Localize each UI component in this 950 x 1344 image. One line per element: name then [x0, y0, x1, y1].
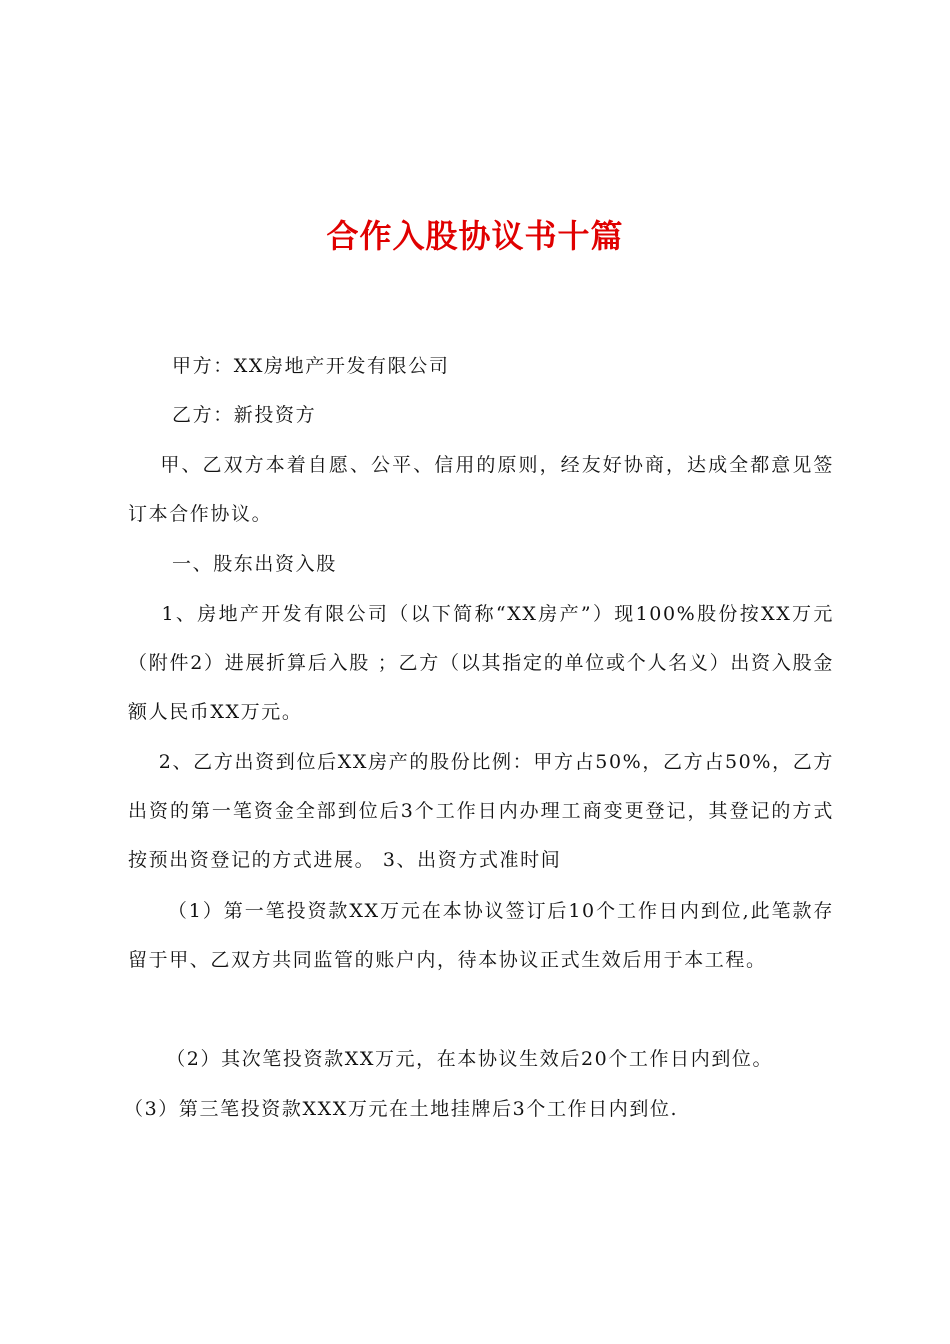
payment-item-3: （3）第三笔投资款XXX万元在土地挂牌后3个工作日内到位. [124, 1098, 679, 1120]
payment-item-2: （2）其次笔投资款XX万元，在本协议生效后20个工作日内到位。 [128, 1048, 774, 1070]
payment-item-1: （1）第一笔投资款XX万元在本协议签订后10个工作日内到位,此笔款存留于甲、乙双方共同监管的账户内，待本协议正式生效后用于本工程。 [128, 900, 834, 971]
party-a: 甲方：XX房地产开发有限公司 [172, 355, 450, 377]
party-b: 乙方：新投资方 [172, 404, 317, 426]
document-title: 合作入股协议书十篇 [326, 217, 624, 255]
section-heading-shareholder-contribution: 一、股东出资入股 [172, 553, 337, 575]
clause-1: 1、房地产开发有限公司（以下简称“XX房产”）现100%股份按XX万元（附件2）进展折算后入股 ；乙方（以其指定的单位或个人名义）出资入股金额人民币XX万元。 [128, 603, 834, 723]
intro-paragraph: 甲、乙双方本着自愿、公平、信用的原则，经友好协商，达成全都意见签订本合作协议。 [128, 454, 835, 525]
clause-2: 2、乙方出资到位后XX房产的股份比例：甲方占50%，乙方占50%，乙方出资的第一笔资金全部到位后3个工作日内办理工商变更登记，其登记的方式按预出资登记的方式进展。 3、出资方式准时间 [128, 751, 834, 871]
